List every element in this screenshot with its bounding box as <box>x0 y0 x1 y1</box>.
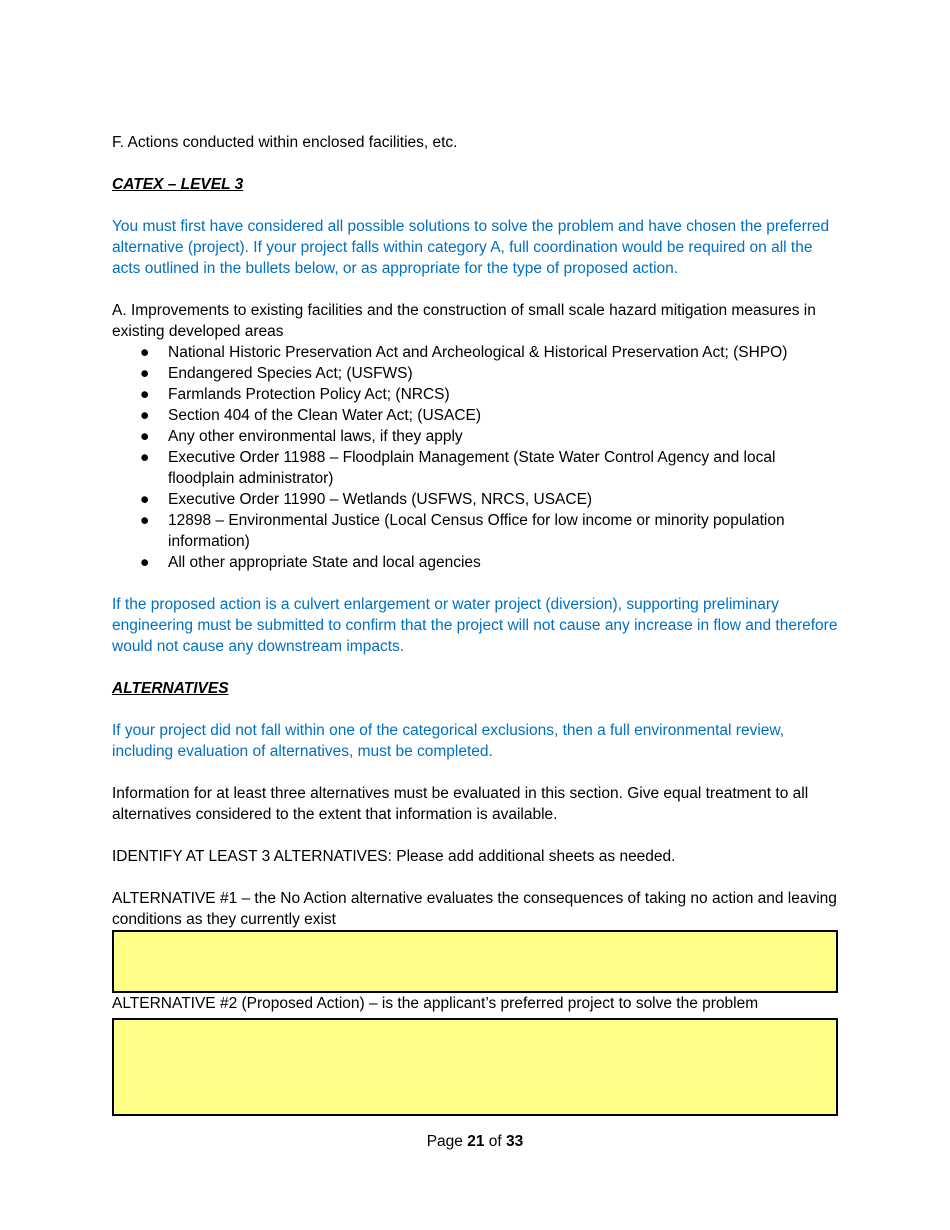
list-item: ● Executive Order 11990 – Wetlands (USFWS, NRCS, USACE) <box>140 491 593 508</box>
item-a-text: A. Improvements to existing facilities and the construction of small scale hazard mitigation measures in existing developed areas <box>112 302 816 340</box>
document-page <box>112 132 838 1116</box>
bullet-icon: ● <box>140 386 150 403</box>
bullet-icon: ● <box>140 344 150 361</box>
bullet-icon: ● <box>140 407 150 424</box>
bullet-icon: ● <box>140 365 150 382</box>
list-item: ● Executive Order 11988 – Floodplain Management (State Water Control Agency and local floodplain administrator) <box>140 449 776 487</box>
alternatives-heading: ALTERNATIVES <box>112 680 229 697</box>
list-item: ● All other appropriate State and local agencies <box>140 554 481 571</box>
alternative-1-label: ALTERNATIVE #1 – the No Action alternative evaluates the consequences of taking no action and leaving conditions as they currently exist <box>112 890 837 928</box>
catex-heading: CATEX – LEVEL 3 <box>112 176 244 193</box>
list-item: ● Farmlands Protection Policy Act; (NRCS) <box>140 386 450 403</box>
alternatives-info: Information for at least three alternatives must be evaluated in this section. Give equal treatment to all alternatives considered to the extent that information is available. <box>112 785 809 823</box>
list-item: ● Any other environmental laws, if they apply <box>140 428 463 445</box>
list-item: ● Endangered Species Act; (USFWS) <box>140 365 413 382</box>
page-footer: Page 21 of 33 <box>426 1133 524 1150</box>
alternative-2-field[interactable] <box>112 1018 838 1116</box>
bullet-icon: ● <box>140 512 150 529</box>
catex-instruction: You must first have considered all possible solutions to solve the problem and have chosen the preferred alternative (project). If your project falls within category A, full coordination would be required on all the acts outlined in the bullets below, or as appropriate for the type of proposed action. <box>112 218 830 277</box>
list-item: ● Section 404 of the Clean Water Act; (USACE) <box>140 407 482 424</box>
bullet-icon: ● <box>140 449 150 466</box>
current-page-number: 21 <box>467 1133 485 1150</box>
intro-line: F. Actions conducted within enclosed facilities, etc. <box>112 134 458 151</box>
bullet-icon: ● <box>140 491 150 508</box>
alternative-2-label: ALTERNATIVE #2 (Proposed Action) – is the applicant’s preferred project to solve the problem <box>112 995 759 1012</box>
bullet-icon: ● <box>140 428 150 445</box>
coordination-list <box>112 342 838 573</box>
bullet-icon: ● <box>140 554 150 571</box>
list-item: ● National Historic Preservation Act and Archeological & Historical Preservation Act; (SHPO) <box>140 344 788 361</box>
alternatives-instruction: If your project did not fall within one of the categorical exclusions, then a full environmental review, including evaluation of alternatives, must be completed. <box>112 722 785 760</box>
identify-line: IDENTIFY AT LEAST 3 ALTERNATIVES: Please add additional sheets as needed. <box>112 848 676 865</box>
alternative-1-field[interactable] <box>112 930 838 993</box>
culvert-instruction: If the proposed action is a culvert enlargement or water project (diversion), supporting preliminary engineering must be submitted to confirm that the project will not cause any increase in flow and therefore would not cause any downstream impacts. <box>112 596 838 655</box>
list-item: ● 12898 – Environmental Justice (Local Census Office for low income or minority population information) <box>140 512 785 550</box>
total-pages-number: 33 <box>506 1133 524 1150</box>
